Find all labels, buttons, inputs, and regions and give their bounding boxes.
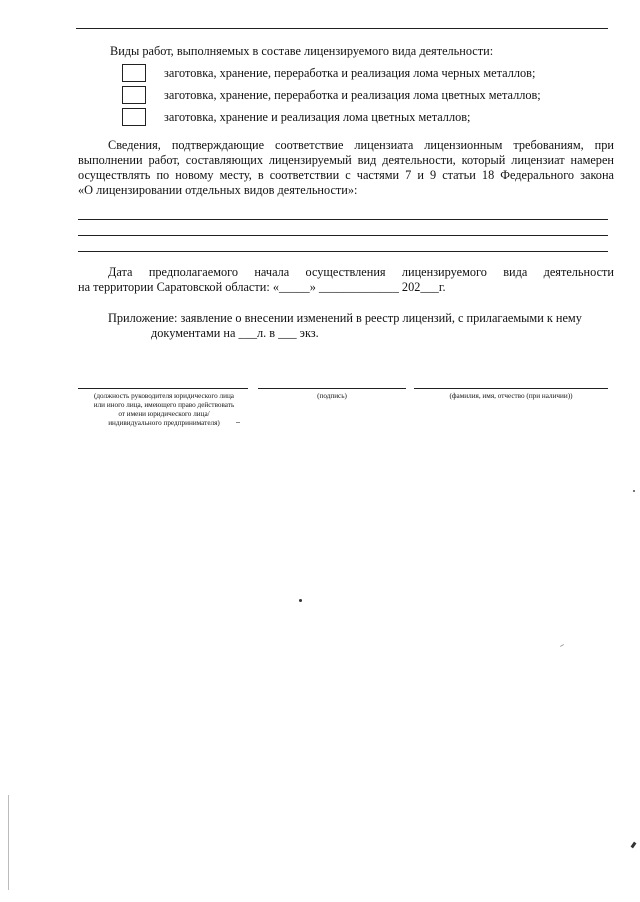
scan-mark-right-small xyxy=(633,490,635,492)
info-line-2: выполнении работ, составляющих лицензируемый вид деятельности, который лицензиат намерен xyxy=(78,153,614,167)
scan-mark-tick xyxy=(236,422,240,423)
position-caption-line-3: от имени юридического лица/ xyxy=(118,410,210,418)
info-line-4: «О лицензировании отдельных видов деятельности»: xyxy=(78,183,358,197)
signature-line[interactable] xyxy=(258,388,406,389)
position-caption-line-1: (должность руководителя юридического лица xyxy=(93,392,235,400)
start-date-line-1: Дата предполагаемого начала осуществления лицензируемого вида деятельности xyxy=(108,265,614,279)
scan-mark-right-edge xyxy=(631,842,637,849)
answer-line-3[interactable] xyxy=(78,251,608,252)
scan-mark-left-edge xyxy=(8,795,9,890)
signature-caption: (подпись) xyxy=(317,392,347,400)
checkbox-nonferrous-storage[interactable] xyxy=(122,108,146,126)
scan-mark-tick-2 xyxy=(560,644,564,647)
scan-dot xyxy=(299,599,302,602)
info-line-1: Сведения, подтверждающие соответствие лицензиата лицензионным требованиям, при xyxy=(108,138,614,152)
answer-line-1[interactable] xyxy=(78,219,608,220)
answer-line-2[interactable] xyxy=(78,235,608,236)
info-line-3: осуществлять по новому месту, в соответствии с частями 7 и 9 статьи 18 Федерального закона xyxy=(78,168,614,182)
name-caption: (фамилия, имя, отчество (при наличии)) xyxy=(449,392,573,400)
checkbox-nonferrous-processing[interactable] xyxy=(122,86,146,104)
start-date-line-2: на территории Саратовской области: «_____» _____________ 202___г. xyxy=(78,280,446,294)
option-ferrous-label: заготовка, хранение, переработка и реализация лома черных металлов; xyxy=(164,66,536,80)
option-nonferrous-processing-label: заготовка, хранение, переработка и реализация лома цветных металлов; xyxy=(164,88,541,102)
option-nonferrous-storage-label: заготовка, хранение и реализация лома цветных металлов; xyxy=(164,110,471,124)
activity-types-intro: Виды работ, выполняемых в составе лицензируемого вида деятельности: xyxy=(110,44,494,58)
position-caption-line-4: индивидуального предпринимателя) xyxy=(108,419,220,427)
appendix-line-2: документами на ___л. в ___ экз. xyxy=(151,326,319,340)
checkbox-ferrous[interactable] xyxy=(122,64,146,82)
position-caption-line-2: или иного лица, имеющего право действовать xyxy=(93,401,235,409)
name-signature-line[interactable] xyxy=(414,388,608,389)
position-signature-line[interactable] xyxy=(78,388,248,389)
top-rule xyxy=(76,28,608,29)
appendix-line-1: Приложение: заявление о внесении изменений в реестр лицензий, с прилагаемыми к нему xyxy=(108,311,582,325)
